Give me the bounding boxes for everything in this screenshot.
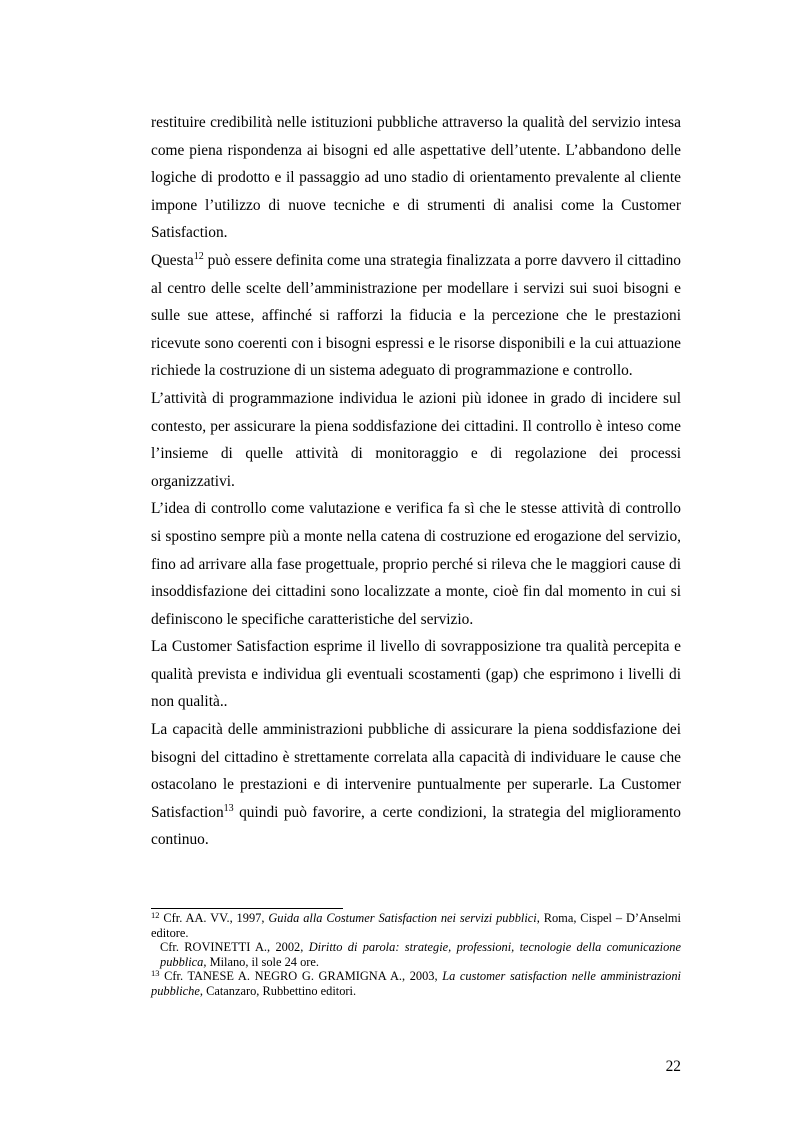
footnote-ref-13: 13 [223,802,234,814]
paragraph-6-start: La capacità delle amministrazioni pubbliche di assicurare la piena soddisfazione dei bisogni del cittadino è strettamente correlata alla capacità di individuare le cause che ostacolano le prestazioni e di intervenire puntualmente per superarle. La Customer Satisfaction [151,721,681,821]
footnote-title: Diritto di parola: strategie, professioni, tecnologie della comunicazione pubblica, [160,940,681,969]
body-text [151,109,681,854]
footnote-number: 13 [151,968,160,979]
footnote-text: Cfr. TANESE A. NEGRO G. GRAMIGNA A., 2003, [159,969,443,984]
paragraph-2 [151,247,681,385]
footnote-title: Guida alla Costumer Satisfaction nei servizi pubblici [268,911,537,925]
footnote-text: Cfr. AA. VV., 1997, [159,911,269,925]
paragraph-2-start: Questa [151,251,194,269]
footnote-12 [151,911,681,940]
page-number: 22 [665,1058,681,1075]
paragraph-6-rest: quindi può favorire, a certe condizioni, la strategia del miglioramento continuo. [151,803,681,849]
paragraph-4: L’idea di controllo come valutazione e verifica fa sì che le stesse attività di controllo si spostino sempre più a monte nella catena di costruzione ed erogazione del servizio, fino ad arrivare alla fase progettuale, proprio perché si rileva che le maggiori cause di insoddisfazione dei cittadini sono localizzate a monte, cioè fin dal momento in cui si definiscono le specifiche caratteristiche del servizio. [151,500,681,628]
paragraph-5: La Customer Satisfaction esprime il livello di sovrapposizione tra qualità percepita e qualità prevista e individua gli eventuali scostamenti (gap) che esprimono i livelli di non qualità.. [151,638,681,711]
footnote-ref-12: 12 [193,250,204,262]
footnote-text: Milano, il sole 24 ore. [206,954,320,969]
footnote-text: , Catanzaro, Rubbettino editori. [199,983,357,998]
footnote-title: La customer satisfaction nelle amministrazioni pubbliche [151,969,681,998]
paragraph-6 [151,716,681,854]
footnotes [151,911,681,999]
paragraph-2-rest: può essere definita come una strategia finalizzata a porre davvero il cittadino al centro delle scelte dell’amministrazione per modellare i servizi sui suoi bisogni e sulle sue attese, affinché si rafforzi la fiducia e la percezione che le prestazioni ricevute sono coerenti con i bisogni espressi e le risorse disponibili e la cui attuazione richiede la costruzione di un sistema adeguato di programmazione e controllo. [151,251,681,380]
footnote-12-continued [151,940,681,969]
footnote-separator [151,908,343,909]
paragraph-3: L’attività di programmazione individua le azioni più idonee in grado di incidere sul contesto, per assicurare la piena soddisfazione dei cittadini. Il controllo è inteso come l’insieme di quelle attività di monitoraggio e di regolazione dei processi organizzativi. [151,389,681,490]
footnote-13 [151,969,681,998]
footnote-text: , Roma, Cispel – D’Anselmi editore. [151,911,682,940]
paragraph-1: restituire credibilità nelle istituzioni pubbliche attraverso la qualità del servizio intesa come piena rispondenza ai bisogni ed alle aspettative dell’utente. L’abbandono delle logiche di prodotto e il passaggio ad uno stadio di orientamento prevalente al cliente impone l’utilizzo di nuove tecniche e di strumenti di analisi come la Customer Satisfaction. [151,114,681,242]
footnote-number: 12 [151,910,160,920]
footnote-text: Cfr. ROVINETTI A., 2002, [160,940,309,955]
